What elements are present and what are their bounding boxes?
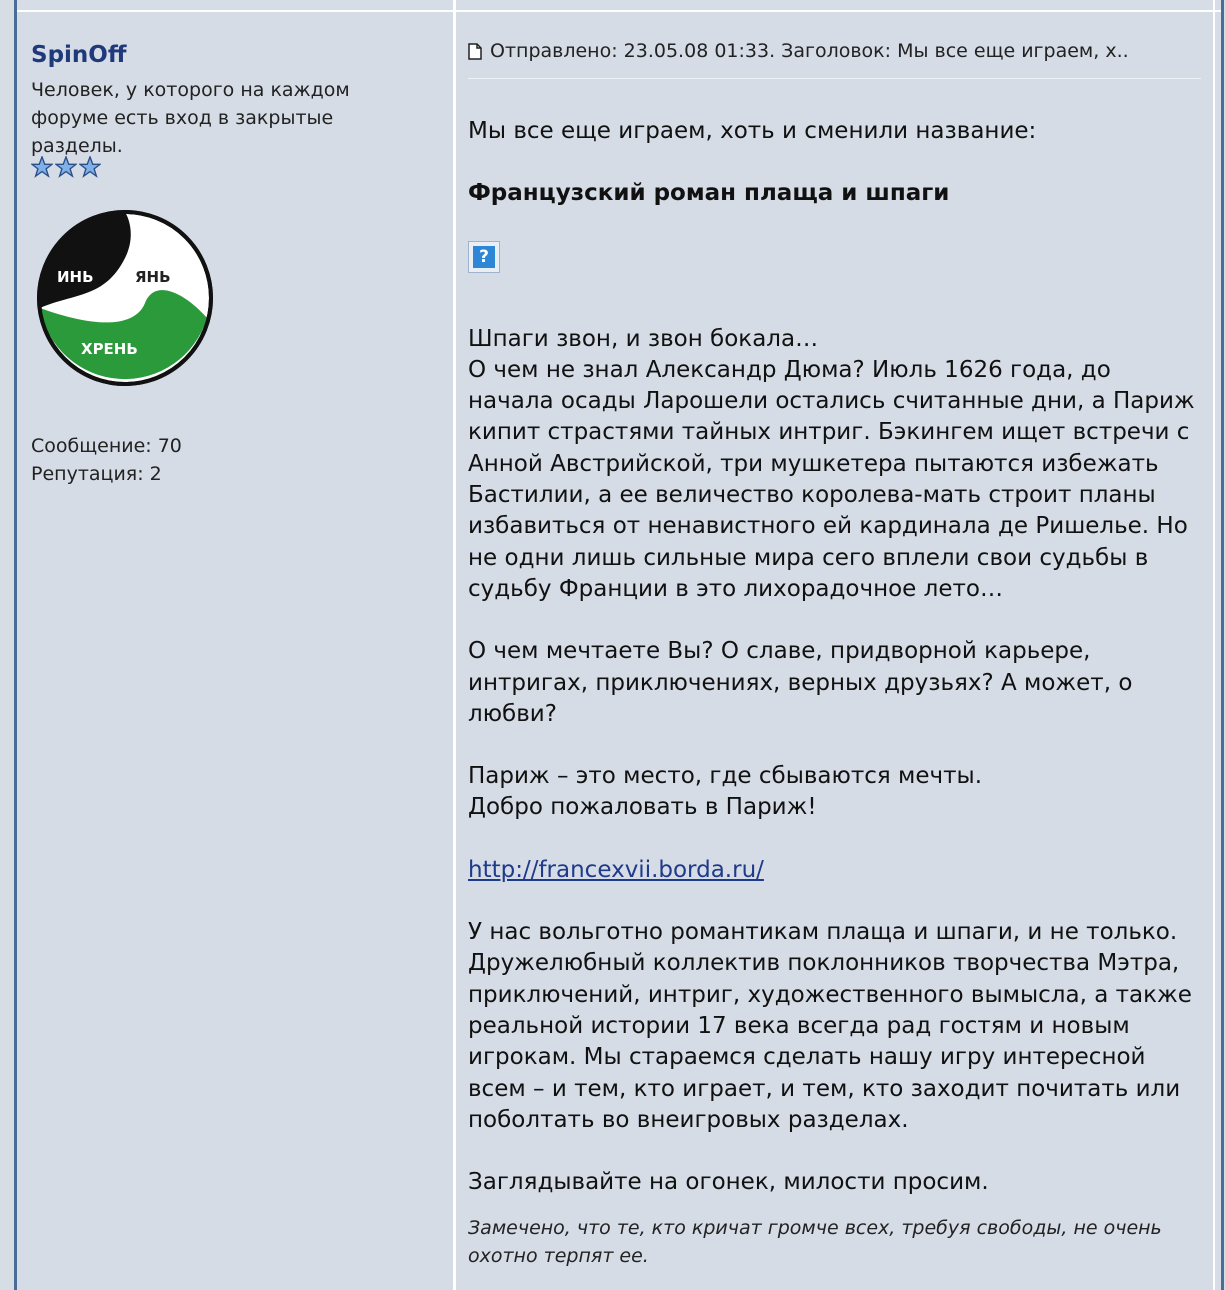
message-count: Сообщение: 70 [31,435,182,457]
para3-line2: Добро пожаловать в Париж! [468,794,817,821]
post-body [468,116,1202,1270]
para3-line1: Париж – это место, где сбываются мечты. [468,763,983,790]
avatar-label-yang: ЯНЬ [135,268,171,286]
avatar-label-yin: ИНЬ [57,268,94,286]
star-icon [31,156,53,178]
signature: Замечено, что те, кто кричат громче всех, требуя свободы, не очень охотно терпят ее. [468,1217,1162,1268]
star-icon [79,156,101,178]
para1-rest: О чем не знал Александр Дюма? Июль 1626 года, до начала осады Ларошели остались считанные дни, а Париж кипит страстями тайных интриг. Бэкингем ищет встречи с Анной Австрийской, три мушкетера пытаются избежать Бастилии, а ее величество королева-мать строит планы избавиться от ненавистного ей кардинала де Ришелье. Но не одни лишь сильные мира сего вплели свои судьбы в судьбу Франции в это лихорадочное лето… [468,356,1195,602]
post-panel [456,12,1213,1290]
rank-stars [31,156,101,178]
user-profile-panel [17,12,453,1290]
para1-line1: Шпаги звон, и звон бокала… [468,325,819,352]
para2: О чем мечтаете Вы? О славе, придворной карьере, интригах, приключениях, верных друзьях? А может, о любви? [468,638,1133,727]
intro-text: Мы все еще играем, хоть и сменили название: [468,118,1037,144]
header-rule [468,78,1201,79]
avatar-label-third: ХРЕНЬ [81,340,138,358]
reputation: Репутация: 2 [31,463,162,485]
broken-image-icon[interactable]: ? [468,241,500,273]
forum-link[interactable]: http://francexvii.borda.ru/ [468,856,764,883]
user-avatar [35,208,215,388]
document-icon [468,43,482,60]
post-header-text: Отправлено: 23.05.08 01:33. Заголовок: Мы все еще играем, х.. [490,40,1129,62]
user-title: Человек, у которого на каждом форуме есть вход в закрытые разделы. [31,79,350,157]
post-frame [14,0,1224,1290]
post-header [468,40,1180,62]
user-stats [31,432,182,488]
right-edge-rule [1213,0,1215,1290]
forum-name: Французский роман плаща и шпаги [468,180,950,207]
para5: Заглядывайте на огонек, милости просим. [468,1169,989,1196]
star-icon [55,156,77,178]
username-link[interactable]: SpinOff [31,42,127,68]
para4: У нас вольготно романтикам плаща и шпаги, и не только. Дружелюбный коллектив поклонников творчества Мэтра, приключений, интриг, художественного вымысла, а также реальной истории 17 века всегда рад гостям и новым игрокам. Мы стараемся сделать нашу игру интересной всем – и тем, кто играет, и тем, кто заходит почитать или поболтать во внеигровых разделах. [468,919,1192,1133]
